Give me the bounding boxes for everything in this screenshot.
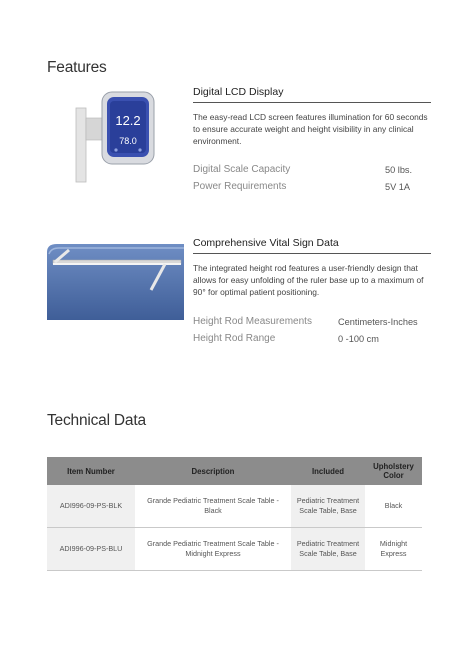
cell-upholstery-color: Midnight Express [365,528,422,571]
column-header-included: Included [291,457,365,485]
spec-label: Height Rod Measurements [193,316,312,327]
technical-data-table [47,457,422,571]
height-rod-image [47,240,184,320]
column-header-item-number: Item Number [47,457,135,485]
lcd-top-reading: 12.2 [115,113,141,128]
feature1-divider [193,102,431,103]
lcd-bottom-reading: 78.0 [119,136,137,146]
lcd-display-image [70,88,160,184]
spec-label: Digital Scale Capacity [193,164,291,175]
feature1-title: Digital LCD Display [193,86,284,98]
table-header-row [47,457,422,485]
spec-value: 50 lbs. [385,165,413,175]
features-heading: Features [47,59,107,76]
column-header-upholstery-color: Upholstery Color [365,457,422,485]
spec-value: Centimeters-Inches [338,317,418,327]
cell-included: Pediatric Treatment Scale Table, Base [291,528,365,571]
feature1-description: The easy-read LCD screen features illumination for 60 seconds to ensure accurate weight and height visibility in any clinical environment. [193,112,428,146]
spec-label: Height Rod Range [193,333,276,344]
spec-value: 5V 1A [385,182,411,192]
cell-upholstery-color: Black [365,485,422,528]
table-row [47,485,422,528]
technical-data-heading: Technical Data [47,412,146,429]
feature2-title: Comprehensive Vital Sign Data [193,237,339,249]
spec-value: 0 -100 cm [338,334,379,344]
feature2-description: The integrated height rod features a user-friendly design that allows for easy unfolding of the ruler base up to a maximum of 90° for optimal patient positioning. [193,263,424,297]
cell-description: Grande Pediatric Treatment Scale Table - Black [135,485,291,528]
cell-item-number: ADI996-09-PS-BLU [47,528,135,571]
column-header-description: Description [135,457,291,485]
cell-item-number: ADI996-09-PS-BLK [47,485,135,528]
table-row [47,528,422,571]
cell-description: Grande Pediatric Treatment Scale Table - Midnight Express [135,528,291,571]
cell-included: Pediatric Treatment Scale Table, Base [291,485,365,528]
feature2-divider [193,253,431,254]
spec-label: Power Requirements [193,181,287,192]
